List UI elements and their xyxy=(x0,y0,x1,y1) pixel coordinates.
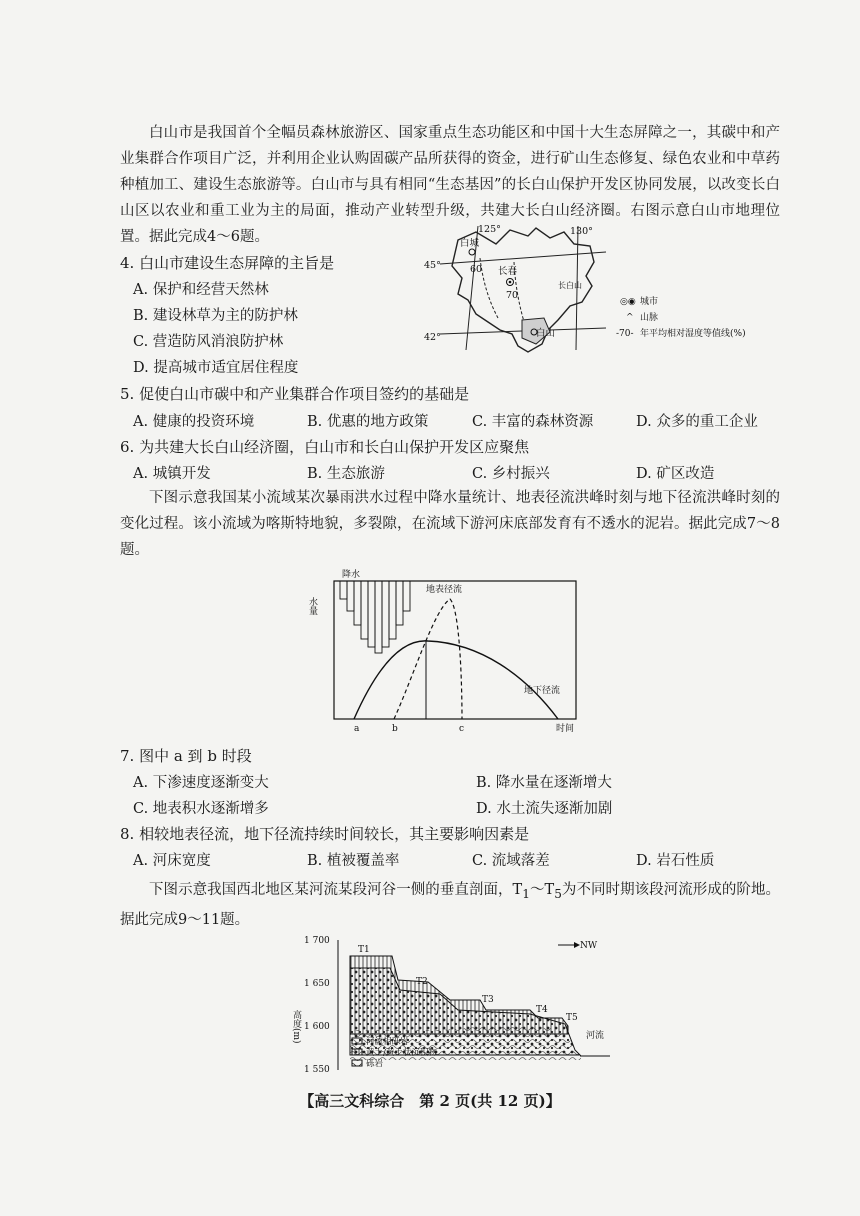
question-4-option-b: B. 建设林草为主的防护林 xyxy=(133,308,298,324)
passage-intro-9-11: 下图示意我国西北地区某河流某段河谷一侧的垂直剖面，$T_1\sim T_5$为不同时期该段河流形成的阶地。据此完成9～11题。 xyxy=(120,882,781,928)
question-4-option-c: C. 营造防风消浪防护林 xyxy=(133,334,284,350)
precipitation-bar xyxy=(389,581,396,639)
question-5-option-d: D. 众多的重工企业 xyxy=(636,414,758,430)
legend-city-symbol: ◎◉ xyxy=(620,297,636,307)
precipitation-bar xyxy=(375,581,382,653)
page-footer: 【高三文科综合 第 2 页(共 12 页)】 xyxy=(299,1092,561,1110)
question-5-stem: 5. 促使白山市碳中和产业集群合作项目签约的基础是 xyxy=(120,385,470,403)
city-label-baishan: 白山 xyxy=(536,328,556,339)
city-label-changchun: 长春 xyxy=(498,266,518,277)
question-8-option-a: A. 河床宽度 xyxy=(133,853,211,869)
legend-fluvial-conglomerate: 河流相砾岩 xyxy=(366,1037,409,1047)
surface-runoff-curve xyxy=(394,599,462,719)
surface-runoff-label: 地表径流 xyxy=(426,585,463,595)
lat-label-45: 45° xyxy=(424,260,441,271)
question-4-option-d: D. 提高城市适宜居住程度 xyxy=(133,360,299,376)
passage-intro-4-6: 白山市是我国首个全幅员森林旅游区、国家重点生态功能区和中国十大生态屏障之一，其碳中和产业集群合作项目广泛，并利用企业认购固碳产品所获得的资金，进行矿山生态修复、绿色农业和中草药种植加工、建设生态旅游等。白山市与具有相同“生态基因”的长白山保护开发区协同发展，以改变长白山区以农业和重工业为主的局面，推动产业转型升级，共建大长白山经济圈。右图示意白山市地理位置。据此完成4～6题。 xyxy=(120,125,780,245)
question-5-option-a: A. 健康的投资环境 xyxy=(133,414,255,430)
legend-swatch-gravel xyxy=(352,1038,362,1044)
x-axis-label: 时间 xyxy=(556,724,575,734)
legend-loess: 黄土/黄土状沉积物 xyxy=(366,1048,437,1058)
river-terrace-profile xyxy=(290,930,620,1080)
ytick-1700: 1 700 xyxy=(304,936,330,946)
isoline-60 xyxy=(480,258,498,318)
precipitation-bar xyxy=(403,581,410,611)
lat-label-42: 42° xyxy=(424,332,441,343)
precipitation-bar xyxy=(361,581,368,639)
precipitation-bar xyxy=(382,581,389,647)
question-7-stem: 7. 图中 a 到 b 时段 xyxy=(120,747,252,765)
terrace-t2: T2 xyxy=(416,977,428,987)
ytick-1600: 1 600 xyxy=(304,1022,330,1032)
y-axis-label-height: 高度(m) xyxy=(291,1010,301,1044)
legend-conglomerate: 砾岩 xyxy=(366,1059,384,1069)
baishan-location-map xyxy=(418,222,810,362)
precipitation-bars xyxy=(340,581,410,653)
passage-intro-7-8: 下图示意我国某小流域某次暴雨洪水过程中降水量统计、地表径流洪峰时刻与地下径流洪峰时刻的变化过程。该小流域为喀斯特地貌，多裂隙，在流域下游河床底部发育有不透水的泥岩。据此完成7～8题。 xyxy=(120,490,780,558)
precipitation-bar xyxy=(354,581,361,625)
terrace-t3: T3 xyxy=(482,995,494,1005)
question-7-option-a: A. 下渗速度逐渐变大 xyxy=(133,775,269,791)
question-5-option-b: B. 优惠的地方政策 xyxy=(307,414,429,430)
precipitation-label: 降水 xyxy=(342,570,361,580)
legend-isoline: 年平均相对湿度等值线(%) xyxy=(640,329,746,339)
tick-b: b xyxy=(392,724,398,734)
legend-isoline-symbol: -70- xyxy=(616,329,634,339)
question-4-stem: 4. 白山市建设生态屏障的主旨是 xyxy=(120,254,335,272)
tick-a: a xyxy=(354,724,360,734)
legend-mountain: 山脉 xyxy=(640,313,659,323)
legend-swatch-conglomerate xyxy=(352,1060,362,1066)
mountain-label: 长白山 xyxy=(558,281,582,290)
tick-c: c xyxy=(459,724,465,734)
isoline-label-70: 70 xyxy=(506,290,519,301)
question-8-option-d: D. 岩石性质 xyxy=(636,853,715,869)
terrace-t4: T4 xyxy=(536,1005,548,1015)
question-5-option-c: C. 丰富的森林资源 xyxy=(472,414,594,430)
question-6-option-c: C. 乡村振兴 xyxy=(472,466,550,482)
question-7-option-d: D. 水土流失逐渐加剧 xyxy=(476,801,613,817)
precipitation-bar xyxy=(396,581,403,625)
question-4-option-a: A. 保护和经营天然林 xyxy=(133,282,269,298)
question-8-stem: 8. 相较地表径流，地下径流持续时间较长，其主要影响因素是 xyxy=(120,825,530,843)
y-axis-label: 水量 xyxy=(307,597,317,615)
legend-city: 城市 xyxy=(640,297,659,307)
legend-swatch-loess xyxy=(352,1049,362,1055)
city-marker-baicheng xyxy=(469,249,475,255)
question-8-option-b: B. 植被覆盖率 xyxy=(307,853,400,869)
flood-hydrograph xyxy=(307,565,590,737)
direction-label: NW xyxy=(580,941,598,951)
groundwater-runoff-curve xyxy=(354,641,561,719)
question-6-option-d: D. 矿区改造 xyxy=(636,466,715,482)
passage3-part1: 下图示意我国西北地区某河流某段河谷一侧的垂直剖面，T xyxy=(149,882,523,898)
ytick-1650: 1 650 xyxy=(304,979,330,989)
ytick-1550: 1 550 xyxy=(304,1065,330,1075)
isoline-label-60: 60 xyxy=(470,264,483,275)
question-6-option-a: A. 城镇开发 xyxy=(133,466,211,482)
terrace-t5: T5 xyxy=(566,1013,578,1023)
question-7-option-c: C. 地表积水逐渐增多 xyxy=(133,801,269,817)
precipitation-bar xyxy=(347,581,354,611)
lon-label-130: 130° xyxy=(570,226,593,237)
question-8-option-c: C. 流域落差 xyxy=(472,853,550,869)
precipitation-bar xyxy=(340,581,347,599)
parallel-45 xyxy=(440,252,606,264)
terrace-t1: T1 xyxy=(358,945,370,955)
groundwater-runoff-label: 地下径流 xyxy=(524,686,561,696)
city-label-baicheng: 白城 xyxy=(460,238,480,249)
lon-label-125: 125° xyxy=(478,224,501,235)
question-7-option-b: B. 降水量在逐渐增大 xyxy=(476,775,612,791)
chart-frame xyxy=(334,581,576,719)
question-6-stem: 6. 为共建大长白山经济圈，白山市和长白山保护开发区应聚焦 xyxy=(120,438,530,456)
question-6-option-b: B. 生态旅游 xyxy=(307,466,385,482)
precipitation-bar xyxy=(368,581,375,647)
passage3-part2: 为不同时期该段河流形成的阶地。据此完成9～11题。 xyxy=(120,882,781,928)
river-label: 河流 xyxy=(586,1031,605,1041)
legend-mountain-symbol: ^ xyxy=(626,313,634,323)
